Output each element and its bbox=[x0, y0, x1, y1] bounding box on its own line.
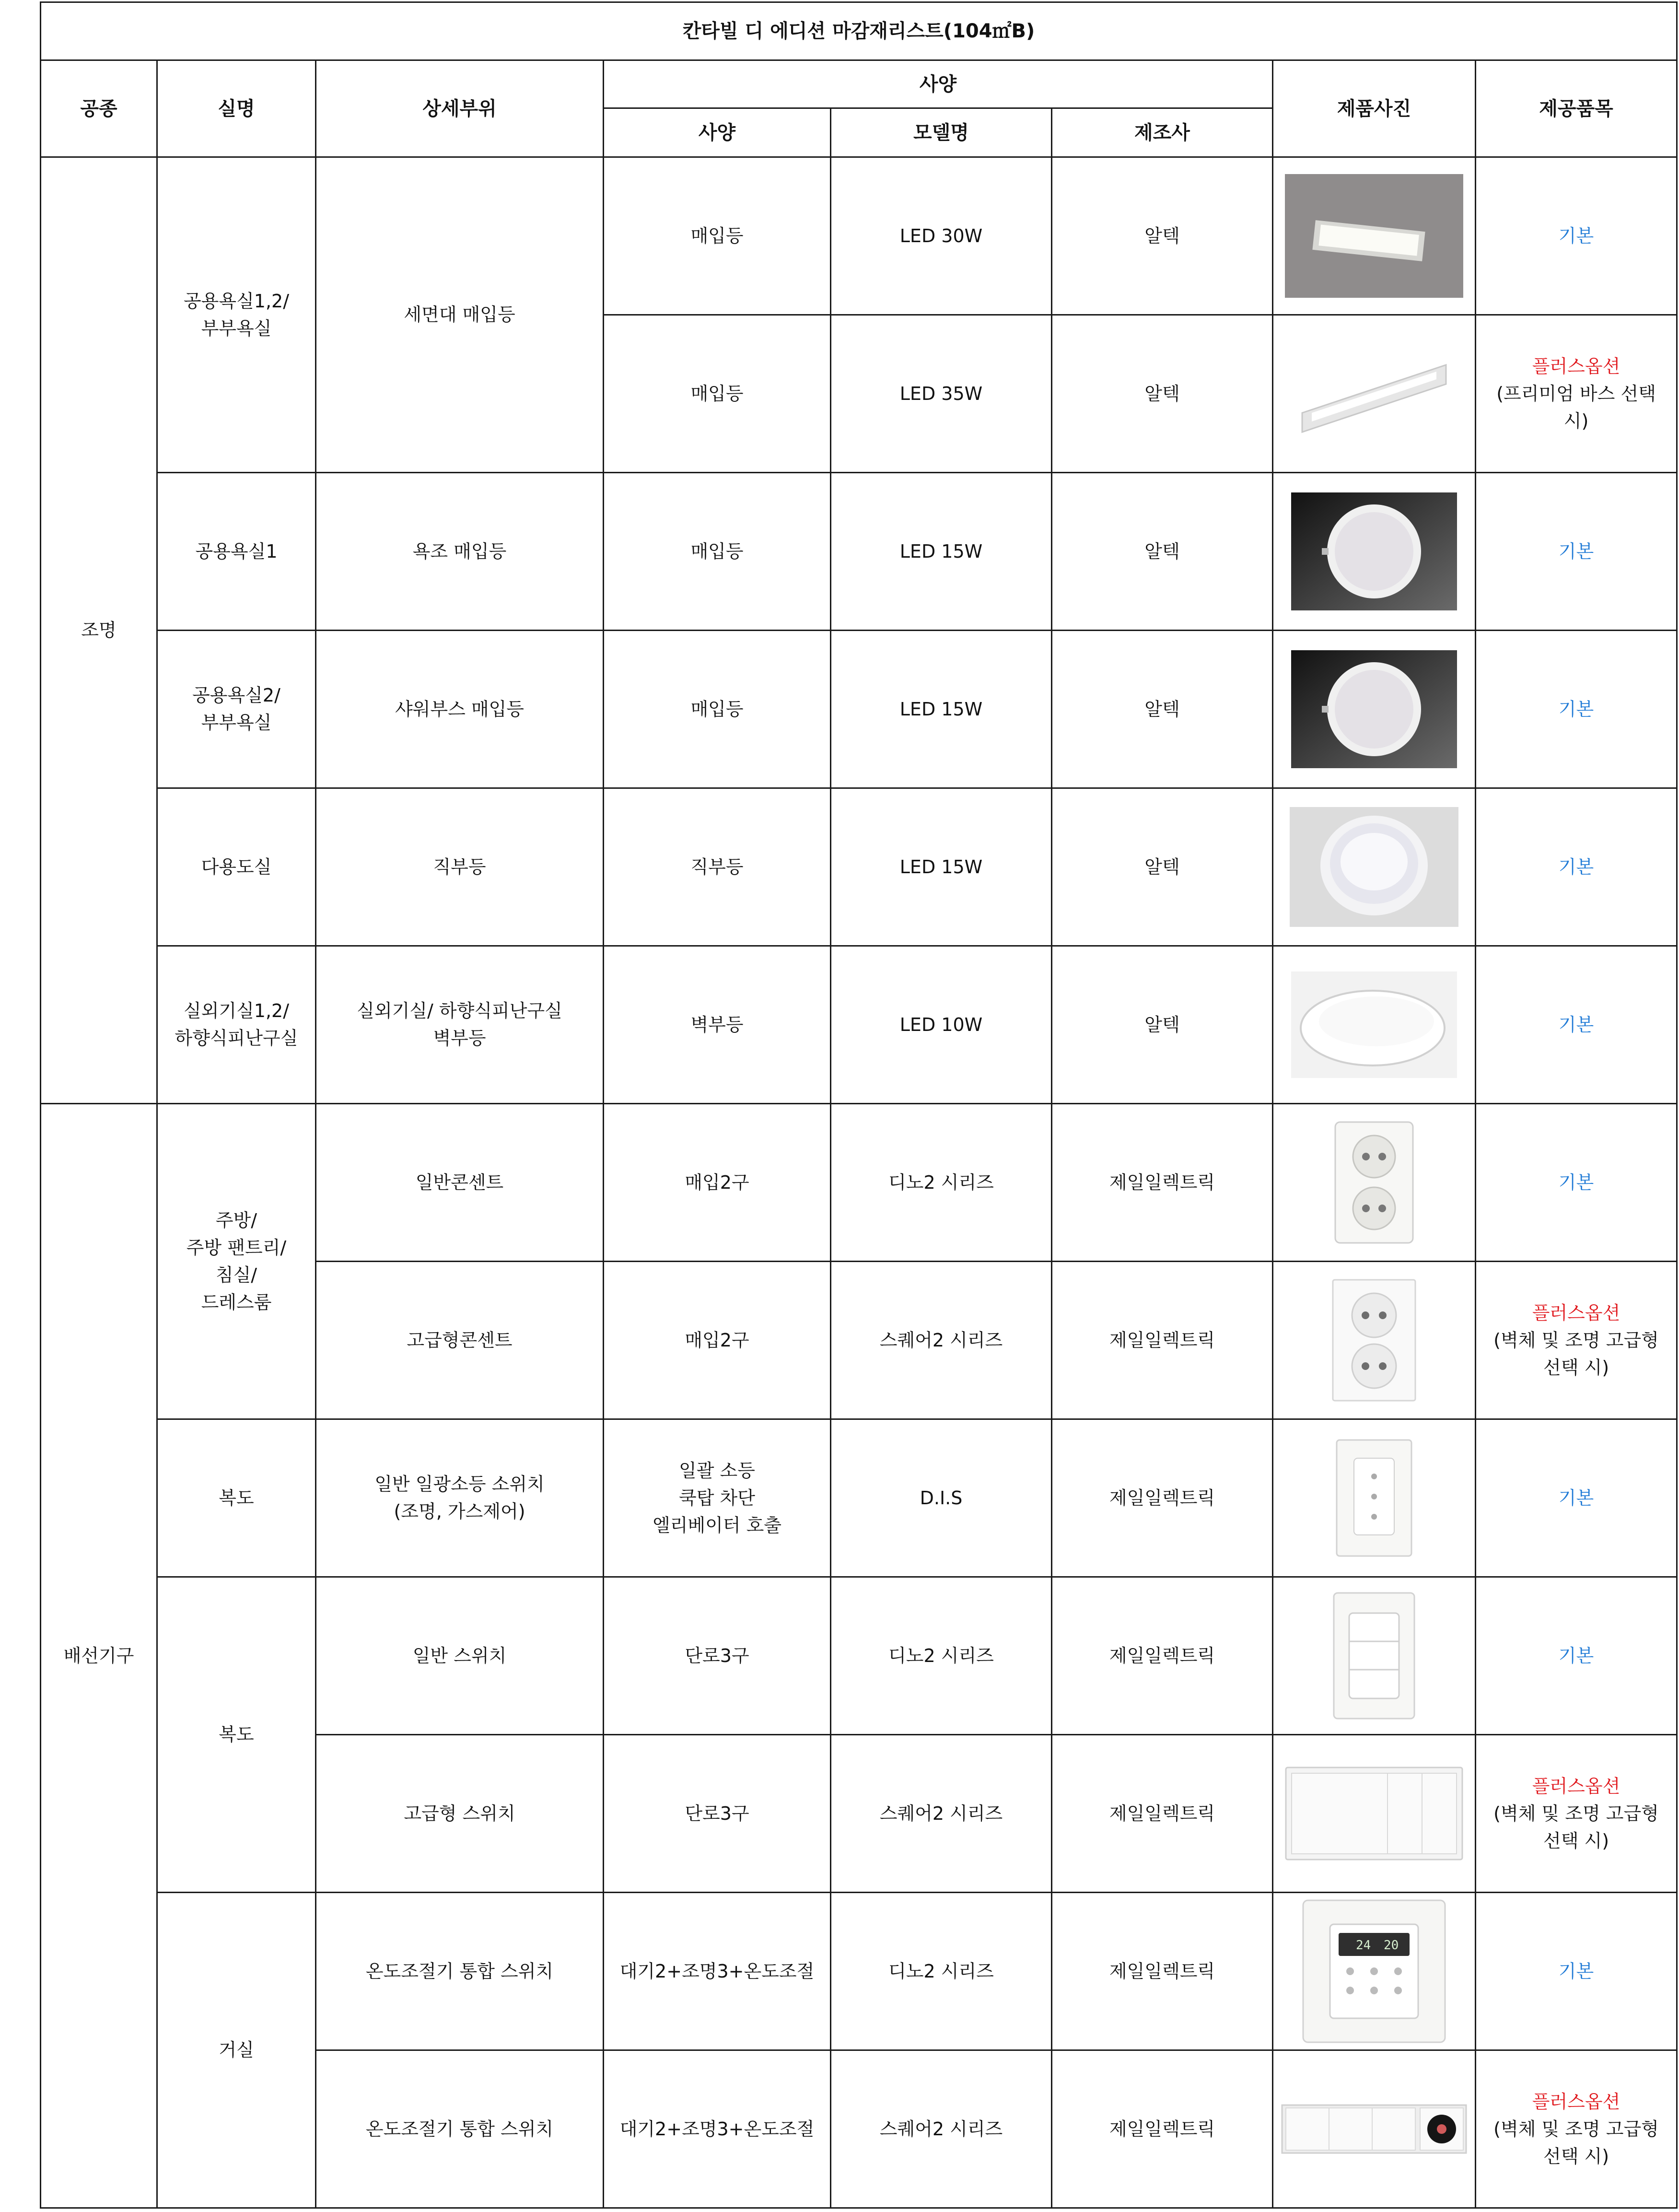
header-spec-group: 사양 bbox=[604, 60, 1273, 108]
maker-cell: 알텍 bbox=[1052, 315, 1273, 473]
photo-cell bbox=[1273, 946, 1476, 1104]
model-cell: LED 15W bbox=[831, 788, 1052, 946]
outlet-icon bbox=[1334, 1121, 1414, 1244]
room-cell: 주방/ 주방 팬트리/ 침실/ 드레스룸 bbox=[157, 1104, 316, 1419]
photo-cell bbox=[1273, 157, 1476, 315]
detail-cell: 실외기실/ 하향식피난구실 벽부등 bbox=[316, 946, 604, 1104]
downlight-icon bbox=[1291, 492, 1457, 610]
model-cell: LED 15W bbox=[831, 631, 1052, 788]
supply-label: 기본 bbox=[1558, 856, 1594, 878]
supply-cell bbox=[1476, 788, 1677, 946]
room-cell: 공용욕실1,2/ 부부욕실 bbox=[157, 157, 316, 473]
spec-cell: 매입등 bbox=[604, 157, 831, 315]
supply-cell bbox=[1476, 157, 1677, 315]
maker-cell: 제일일렉트릭 bbox=[1052, 1893, 1273, 2050]
supply-note: (벽체 및 조명 고급형 선택 시) bbox=[1493, 1802, 1659, 1851]
finish-materials-table bbox=[40, 1, 1678, 2209]
supply-cell bbox=[1476, 1735, 1677, 1893]
room-cell: 공용욕실1 bbox=[157, 473, 316, 631]
spec-cell: 단로3구 bbox=[604, 1735, 831, 1893]
spec-cell: 벽부등 bbox=[604, 946, 831, 1104]
room-cell: 거실 bbox=[157, 1893, 316, 2208]
header-model: 모델명 bbox=[831, 108, 1052, 157]
photo-cell bbox=[1273, 473, 1476, 631]
detail-cell: 고급형 스위치 bbox=[316, 1735, 604, 1893]
supply-cell bbox=[1476, 473, 1677, 631]
supply-cell bbox=[1476, 1104, 1677, 1262]
thermostat-switch-icon bbox=[1302, 1899, 1446, 2043]
spec-cell: 대기2+조명3+온도조절 bbox=[604, 1893, 831, 2050]
detail-cell: 온도조절기 통합 스위치 bbox=[316, 1893, 604, 2050]
room-cell: 복도 bbox=[157, 1577, 316, 1893]
photo-cell bbox=[1273, 315, 1476, 473]
maker-cell: 제일일렉트릭 bbox=[1052, 1735, 1273, 1893]
detail-cell: 욕조 매입등 bbox=[316, 473, 604, 631]
header-supply: 제공품목 bbox=[1476, 60, 1677, 157]
supply-cell bbox=[1476, 946, 1677, 1104]
model-cell: 디노2 시리즈 bbox=[831, 1893, 1052, 2050]
header-maker: 제조사 bbox=[1052, 108, 1273, 157]
detail-cell: 고급형콘센트 bbox=[316, 1262, 604, 1419]
wall-light-icon bbox=[1291, 971, 1457, 1078]
maker-cell: 알텍 bbox=[1052, 157, 1273, 315]
table-row bbox=[41, 473, 1677, 631]
maker-cell: 알텍 bbox=[1052, 631, 1273, 788]
premium-outlet-icon bbox=[1332, 1279, 1416, 1402]
detail-cell: 직부등 bbox=[316, 788, 604, 946]
supply-cell bbox=[1476, 631, 1677, 788]
supply-label: 기본 bbox=[1558, 540, 1594, 562]
supply-label: 기본 bbox=[1558, 1645, 1594, 1666]
model-cell: LED 30W bbox=[831, 157, 1052, 315]
supply-note: (프리미엄 바스 선택 시) bbox=[1496, 383, 1656, 432]
switch-icon bbox=[1333, 1592, 1415, 1720]
panel-light-icon bbox=[1285, 174, 1463, 298]
supply-label: 기본 bbox=[1558, 225, 1594, 246]
room-cell: 실외기실1,2/ 하향식피난구실 bbox=[157, 946, 316, 1104]
thermostat-temp-2: 20 bbox=[1384, 1938, 1399, 1953]
maker-cell: 제일일렉트릭 bbox=[1052, 1577, 1273, 1735]
supply-cell bbox=[1476, 315, 1677, 473]
downlight-icon bbox=[1291, 650, 1457, 768]
group-wiring: 배선기구 bbox=[41, 1104, 157, 2208]
table-row bbox=[41, 1577, 1677, 1735]
photo-cell bbox=[1273, 1104, 1476, 1262]
spec-cell: 일괄 소등 쿡탑 차단 엘리베이터 호출 bbox=[604, 1419, 831, 1577]
detail-cell: 일반 스위치 bbox=[316, 1577, 604, 1735]
model-cell: 스퀘어2 시리즈 bbox=[831, 1735, 1052, 1893]
maker-cell: 알텍 bbox=[1052, 946, 1273, 1104]
table-row bbox=[41, 1419, 1677, 1577]
supply-cell bbox=[1476, 2050, 1677, 2208]
maker-cell: 제일일렉트릭 bbox=[1052, 2050, 1273, 2208]
header-room: 실명 bbox=[157, 60, 316, 157]
ceiling-light-icon bbox=[1290, 807, 1458, 927]
spec-cell: 직부등 bbox=[604, 788, 831, 946]
supply-cell bbox=[1476, 1262, 1677, 1419]
photo-cell bbox=[1273, 1893, 1476, 2050]
premium-switch-icon bbox=[1285, 1767, 1463, 1861]
spec-cell: 매입2구 bbox=[604, 1262, 831, 1419]
supply-label: 기본 bbox=[1558, 1171, 1594, 1193]
detail-cell: 샤워부스 매입등 bbox=[316, 631, 604, 788]
header-detail: 상세부위 bbox=[316, 60, 604, 157]
supply-note: (벽체 및 조명 고급형 선택 시) bbox=[1493, 1329, 1659, 1378]
supply-label: 플러스옵션 bbox=[1532, 1302, 1621, 1323]
maker-cell: 알텍 bbox=[1052, 473, 1273, 631]
table-row bbox=[41, 1893, 1677, 2050]
supply-label: 기본 bbox=[1558, 698, 1594, 720]
maker-cell: 알텍 bbox=[1052, 788, 1273, 946]
detail-cell: 온도조절기 통합 스위치 bbox=[316, 2050, 604, 2208]
photo-cell bbox=[1273, 1577, 1476, 1735]
photo-cell bbox=[1273, 1735, 1476, 1893]
photo-cell bbox=[1273, 788, 1476, 946]
model-cell: 스퀘어2 시리즈 bbox=[831, 1262, 1052, 1419]
photo-cell bbox=[1273, 631, 1476, 788]
header-spec: 사양 bbox=[604, 108, 831, 157]
model-cell: LED 10W bbox=[831, 946, 1052, 1104]
supply-label: 기본 bbox=[1558, 1487, 1594, 1509]
table-row bbox=[41, 1104, 1677, 1262]
supply-cell bbox=[1476, 1893, 1677, 2050]
supply-cell bbox=[1476, 1419, 1677, 1577]
room-cell: 공용욕실2/ 부부욕실 bbox=[157, 631, 316, 788]
room-cell: 다용도실 bbox=[157, 788, 316, 946]
spec-cell: 대기2+조명3+온도조절 bbox=[604, 2050, 831, 2208]
supply-label: 플러스옵션 bbox=[1532, 1775, 1621, 1797]
group-lighting: 조명 bbox=[41, 157, 157, 1104]
header-photo: 제품사진 bbox=[1273, 60, 1476, 157]
frame-light-icon bbox=[1297, 331, 1451, 456]
table-row bbox=[41, 946, 1677, 1104]
model-cell: 디노2 시리즈 bbox=[831, 1577, 1052, 1735]
table-row bbox=[41, 788, 1677, 946]
room-cell: 복도 bbox=[157, 1419, 316, 1577]
spec-cell: 매입등 bbox=[604, 315, 831, 473]
premium-thermostat-icon bbox=[1281, 2104, 1467, 2154]
master-switch-icon bbox=[1336, 1439, 1412, 1557]
spec-cell: 매입2구 bbox=[604, 1104, 831, 1262]
spec-cell: 매입등 bbox=[604, 631, 831, 788]
header-trade: 공종 bbox=[41, 60, 157, 157]
photo-cell bbox=[1273, 1419, 1476, 1577]
spec-cell: 단로3구 bbox=[604, 1577, 831, 1735]
model-cell: 스퀘어2 시리즈 bbox=[831, 2050, 1052, 2208]
detail-cell: 일반 일광소등 소위치 (조명, 가스제어) bbox=[316, 1419, 604, 1577]
table-row bbox=[41, 157, 1677, 315]
table-row bbox=[41, 631, 1677, 788]
maker-cell: 제일일렉트릭 bbox=[1052, 1419, 1273, 1577]
maker-cell: 제일일렉트릭 bbox=[1052, 1262, 1273, 1419]
model-cell: 디노2 시리즈 bbox=[831, 1104, 1052, 1262]
model-cell: D.I.S bbox=[831, 1419, 1052, 1577]
detail-cell: 일반콘센트 bbox=[316, 1104, 604, 1262]
supply-label: 기본 bbox=[1558, 1014, 1594, 1035]
spec-cell: 매입등 bbox=[604, 473, 831, 631]
supply-note: (벽체 및 조명 고급형 선택 시) bbox=[1493, 2118, 1659, 2167]
supply-cell bbox=[1476, 1577, 1677, 1735]
maker-cell: 제일일렉트릭 bbox=[1052, 1104, 1273, 1262]
thermostat-temp-1: 24 bbox=[1356, 1938, 1371, 1953]
supply-label: 플러스옵션 bbox=[1532, 355, 1621, 377]
photo-cell bbox=[1273, 1262, 1476, 1419]
page-title: 칸타빌 디 에디션 마감재리스트(104㎡B) bbox=[41, 2, 1677, 60]
model-cell: LED 15W bbox=[831, 473, 1052, 631]
photo-cell bbox=[1273, 2050, 1476, 2208]
model-cell: LED 35W bbox=[831, 315, 1052, 473]
supply-label: 플러스옵션 bbox=[1532, 2091, 1621, 2112]
detail-cell: 세면대 매입등 bbox=[316, 157, 604, 473]
supply-label: 기본 bbox=[1558, 1960, 1594, 1982]
